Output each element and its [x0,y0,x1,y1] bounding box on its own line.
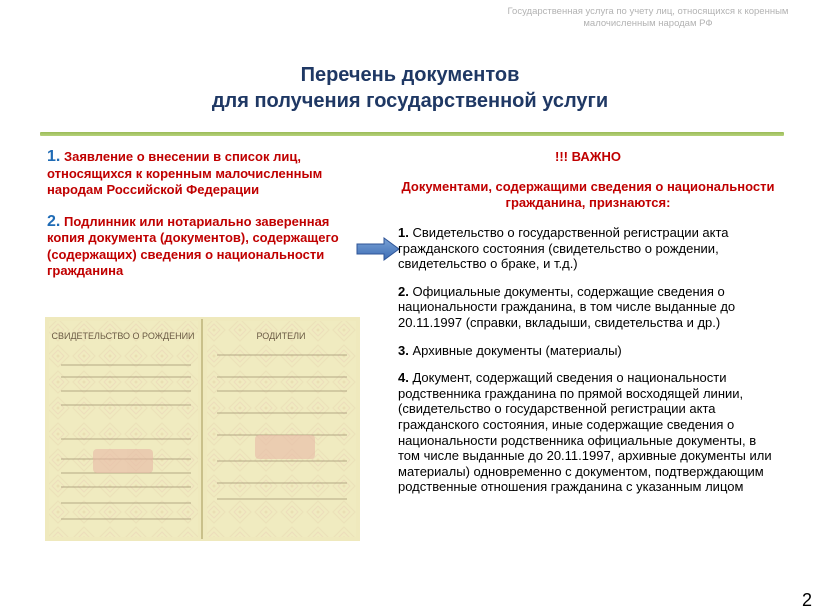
document-text: Документ, содержащий сведения о национальности родственника гражданина по прямой восходящей линии, (свидетельство о государственной регистрации акта гражданского состояния, иные содержащие сведения о национальности родственника официальные документы, в том числе выданные до 20.11.1997, архивные документы или материалы) одновременно с документом, подтверждающим родственные отношения гражданина с указанным лицом [398,370,772,495]
documents-list [398,225,778,495]
document-number: 1. [398,225,409,240]
document-text: Свидетельство о государственной регистрации акта гражданского состояния (свидетельство о рождении, свидетельство о браке, и т.д.) [398,225,729,272]
title-line-1: Перечень документов [300,64,520,86]
document-number: 3. [398,342,409,358]
document-item-4 [398,370,778,495]
document-number: 2. [398,283,409,299]
header-note: Государственная услуга по учету лиц, относящихся к коренным малочисленным народам РФ [507,6,789,29]
documents-panel [398,149,778,507]
page-number: 2 [801,590,812,610]
requirement-number: 2. [47,212,61,230]
document-number: 4. [398,370,409,386]
document-text: Архивные документы (материалы) [412,342,622,358]
requirement-text: Заявление о внесении в список лиц, относящихся к коренным малочисленным народам Российской Федерации [47,149,323,197]
document-item-3 [398,343,778,359]
title-line-2: для получения государственной услуги [211,90,609,112]
page-title [0,62,820,114]
application-requirements [47,149,367,295]
arrow-right-icon [356,237,400,261]
title-divider [40,132,784,136]
document-item-1 [398,225,778,272]
certificate-right-heading: РОДИТЕЛИ [256,331,306,341]
important-heading: !!! ВАЖНО [555,149,621,164]
birth-certificate-image [45,317,360,541]
document-item-2 [398,284,778,331]
requirement-item-2 [47,214,367,280]
document-text: Официальные документы, содержащие сведения о национальности гражданина, в том числе выданные до 20.11.1997 (справки, вкладыши, свидетельства и др.) [398,283,736,330]
certificate-left-heading: СВИДЕТЕЛЬСТВО О РОЖДЕНИИ [51,331,195,341]
recognized-heading: Документами, содержащими сведения о национальности гражданина, признаются: [401,179,775,210]
requirement-text: Подлинник или нотариально заверенная копия документа (документов), содержащего (содержащих) сведения о национальности гражданина [47,213,339,278]
requirement-number: 1. [47,148,61,165]
requirement-item-1 [47,149,367,199]
